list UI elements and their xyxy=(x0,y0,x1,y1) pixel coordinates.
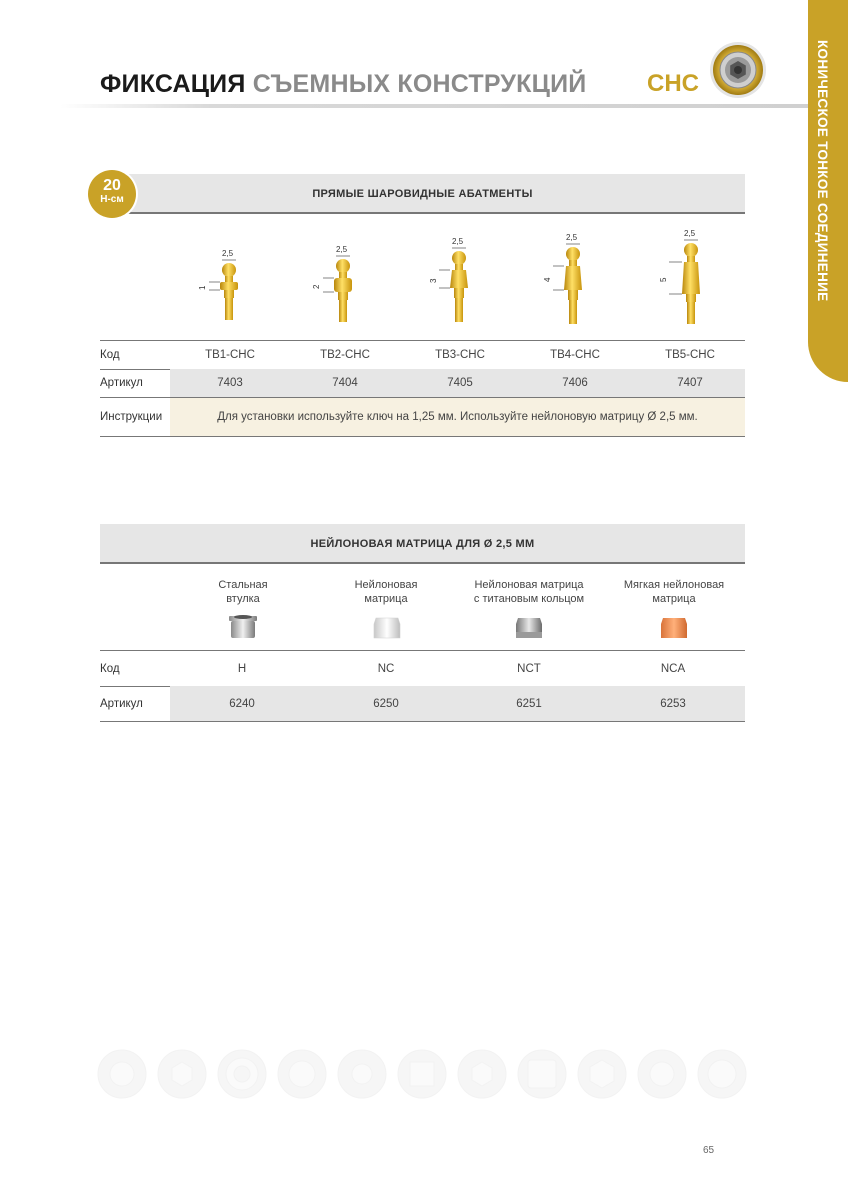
torque-value: 20 xyxy=(103,177,121,194)
height-label-4: 4 xyxy=(543,277,552,282)
abutment-tb3-illustration xyxy=(420,230,500,330)
matrix-label-nc: Нейлоновая матрица xyxy=(354,579,418,605)
abutment-tb2-illustration xyxy=(304,236,384,330)
code-cell: H xyxy=(237,662,247,675)
height-label-3: 3 xyxy=(429,278,438,283)
side-tab-label: КОНИЧЕСКОЕ ТОНКОЕ СОЕДИНЕНИЕ xyxy=(815,40,830,302)
titanium-ring-matrix-icon xyxy=(512,612,546,642)
article-cell: 6253 xyxy=(660,697,686,710)
article-cell: 7403 xyxy=(217,377,243,389)
torque-unit: Н-см xyxy=(100,194,124,205)
matrix-label-nct: Нейлоновая матрица с титановым кольцом xyxy=(473,579,585,605)
instructions-label: Инструкции xyxy=(100,411,163,423)
code-cell: TB3-CHC xyxy=(435,349,485,361)
article-cell: 7406 xyxy=(562,377,588,389)
abutment-instructions-row xyxy=(100,398,745,437)
code-cell: NCA xyxy=(660,662,686,675)
height-label-2: 2 xyxy=(312,284,321,289)
page-title xyxy=(100,70,586,99)
matrix-code-row xyxy=(100,650,745,687)
code-cell: TB1-CHC xyxy=(205,349,255,361)
torque-badge xyxy=(88,170,136,218)
article-cell: 6250 xyxy=(373,697,399,710)
code-cell: NCT xyxy=(517,662,541,675)
code-cell: TB4-CHC xyxy=(550,349,600,361)
ball-dim-label: 2,5 xyxy=(336,245,348,254)
article-cell: 7404 xyxy=(332,377,358,389)
steel-sleeve-icon xyxy=(226,612,260,642)
matrix-label-h: Стальная втулка xyxy=(218,579,268,605)
ball-dim-label: 2,5 xyxy=(566,233,578,242)
section1-header: ПРЯМЫЕ ШАРОВИДНЫЕ АБАТМЕНТЫ xyxy=(100,174,745,214)
ball-dim-label: 2,5 xyxy=(684,229,696,238)
code-cell: NC xyxy=(377,662,395,675)
height-label-5: 5 xyxy=(659,277,668,282)
brand-name: CHC xyxy=(647,70,699,97)
instructions-text: Для установки используйте ключ на 1,25 мм. Используйте нейлоновую матрицу Ø 2,5 мм. xyxy=(217,411,698,423)
abutment-tb1-illustration xyxy=(190,240,270,330)
page-title-bold: ФИКСАЦИЯ xyxy=(100,70,246,98)
ball-dim-label: 2,5 xyxy=(452,237,464,246)
article-cell: 7407 xyxy=(677,377,703,389)
section-side-tab xyxy=(808,0,848,382)
code-cell: TB2-CHC xyxy=(320,349,370,361)
code-cell: TB5-CHC xyxy=(665,349,715,361)
height-label-1: 1 xyxy=(198,285,207,290)
soft-matrix-icon xyxy=(657,612,691,642)
article-cell: 7405 xyxy=(447,377,473,389)
abutment-tb4-illustration xyxy=(534,226,614,330)
abutment-article-row xyxy=(100,369,745,398)
decorative-watermark-icons xyxy=(96,1048,756,1100)
article-cell: 6240 xyxy=(229,697,255,710)
abutment-tb5-illustration xyxy=(650,222,730,330)
page-number: 65 xyxy=(703,1145,715,1156)
section2-header: НЕЙЛОНОВАЯ МАТРИЦА ДЛЯ Ø 2,5 ММ xyxy=(100,524,745,564)
page-title-rest: СЪЕМНЫХ КОНСТРУКЦИЙ xyxy=(252,70,587,98)
nylon-matrix-icon xyxy=(370,612,404,642)
article-cell: 6251 xyxy=(516,697,542,710)
ball-dim-label: 2,5 xyxy=(222,249,234,258)
code-label: Код xyxy=(100,349,120,361)
article-label: Артикул xyxy=(100,377,143,389)
matrix-article-row xyxy=(100,686,745,722)
code-label: Код xyxy=(100,662,120,675)
implant-top-view-icon xyxy=(708,40,768,100)
title-divider xyxy=(60,104,810,108)
abutment-code-row xyxy=(100,340,745,370)
article-label: Артикул xyxy=(100,697,143,710)
matrix-label-nca: Мягкая нейлоновая матрица xyxy=(623,579,725,605)
